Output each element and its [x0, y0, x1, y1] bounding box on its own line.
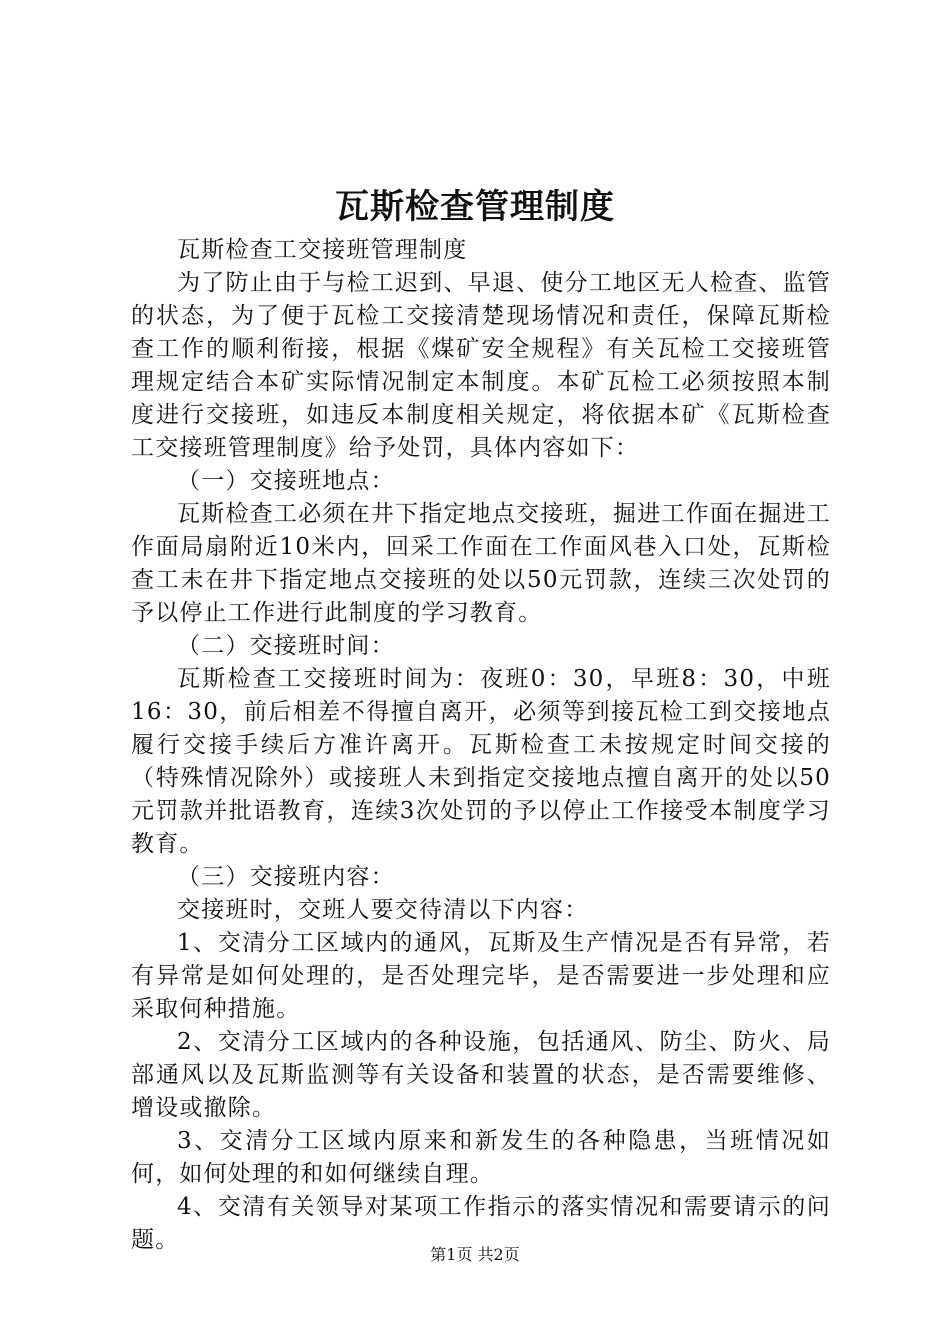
document-body: [131, 234, 831, 1257]
section-heading-content: （三）交接班内容：: [177, 864, 395, 890]
paragraph-location: 瓦斯检查工必须在井下指定地点交接班，掘进工作面在掘进工作面局扇附近10米内，回采工作面在工作面风巷入口处，瓦斯检查工未在井下指定地点交接班的处以50元罚款，连续三次处罚的予以停止工作进行此制度的学习教育。: [131, 501, 831, 626]
paragraph-time: 瓦斯检查工交接班时间为：夜班0：30，早班8：30，中班16：30，前后相差不得擅自离开，必须等到接瓦检工到交接地点履行交接手续后方准许离开。瓦斯检查工未按规定时间交接的（特殊情况除外）或接班人未到指定交接地点擅自离开的处以50元罚款并批语教育，连续3次处罚的予以停止工作接受本制度学习教育。: [131, 666, 831, 857]
section-heading-location: （一）交接班地点：: [177, 468, 395, 494]
list-item-2: 2、交清分工区域内的各种设施，包括通风、防尘、防火、局部通风以及瓦斯监测等有关设备和装置的状态，是否需要维修、增设或撤除。: [131, 1029, 831, 1121]
list-item-4: 4、交清有关领导对某项工作指示的落实情况和需要请示的问题。: [131, 1194, 831, 1253]
paragraph-subtitle: 瓦斯检查工交接班管理制度: [177, 237, 468, 263]
page-number-footer: 第1页 共2页: [430, 1245, 520, 1264]
document-title: 瓦斯检查管理制度: [335, 187, 615, 227]
list-item-3: 3、交清分工区域内原来和新发生的各种隐患，当班情况如何，如何处理的和如何继续自理。: [131, 1128, 831, 1187]
section-heading-time: （二）交接班时间：: [177, 633, 395, 659]
list-item-1: 1、交清分工区域内的通风，瓦斯及生产情况是否有异常，若有异常是如何处理的，是否处理完毕，是否需要进一步处理和应采取何种措施。: [131, 930, 831, 1022]
paragraph-intro: 为了防止由于与检工迟到、早退、使分工地区无人检查、监管的状态，为了便于瓦检工交接清楚现场情况和责任，保障瓦斯检查工作的顺利衔接，根据《煤矿安全规程》有关瓦检工交接班管理规定结合本矿实际情况制定本制度。本矿瓦检工必须按照本制度进行交接班，如违反本制度相关规定，将依据本矿《瓦斯检查工交接班管理制度》给予处罚，具体内容如下：: [131, 270, 831, 461]
paragraph-content-intro: 交接班时，交班人要交待清以下内容：: [177, 897, 589, 923]
